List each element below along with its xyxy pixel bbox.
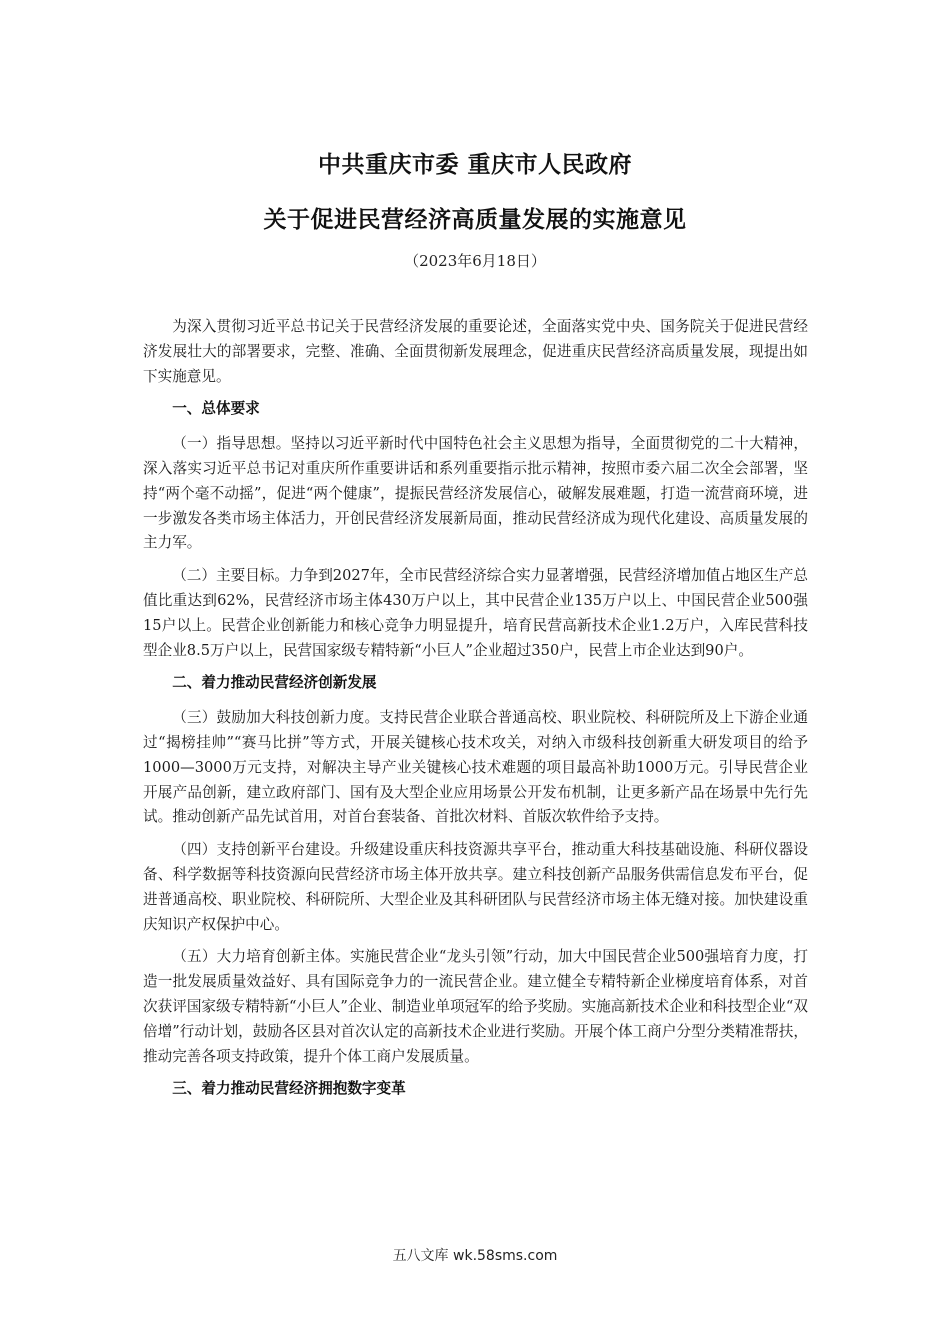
- paragraph-innovation-platform: （四）支持创新平台建设。升级建设重庆科技资源共享平台，推动重大科技基础设施、科研仪器设备、科学数据等科技资源向民营经济市场主体开放共享。建立科技创新产品服务供需信息发布平台，促进普通高校、职业院校、科研院所、大型企业及其科研团队与民营经济市场主体无缝对接。加快建设重庆知识产权保护中心。: [143, 841, 808, 933]
- document-title-subject: 关于促进民营经济高质量发展的实施意见: [263, 207, 687, 233]
- paragraph-innovation-entities: （五）大力培育创新主体。实施民营企业“龙头引领”行动，加大中国民营企业500强培育力度，打造一批发展质量效益好、具有国际竞争力的一流民营企业。建立健全专精特新企业梯度培育体系，对首次获评国家级专精特新“小巨人”企业、制造业单项冠军的给予奖励。实施高新技术企业和科技型企业“双倍增”行动计划，鼓励各区县对首次认定的高新技术企业进行奖励。开展个体工商户分型分类精准帮扶，推动完善各项支持政策，提升个体工商户发展质量。: [143, 948, 808, 1065]
- document-title-issuer: 中共重庆市委 重庆市人民政府: [317, 152, 632, 178]
- paragraph-main-goals: （二）主要目标。力争到2027年，全市民营经济综合实力显著增强，民营经济增加值占地区生产总值比重达到62%，民营经济市场主体430万户以上，其中民营企业135万户以上、中国民营企业500强15户以上。民营企业创新能力和核心竞争力明显提升，培育民营高新技术企业1.2万户，入库民营科技型企业8.5万户以上，民营国家级专精特新“小巨人”企业超过350户，民营上市企业达到90户。: [143, 567, 808, 659]
- section-heading-1: 一、总体要求: [172, 400, 260, 418]
- paragraph-guiding-ideology: （一）指导思想。坚持以习近平新时代中国特色社会主义思想为指导，全面贯彻党的二十大精神，深入落实习近平总书记对重庆所作重要讲话和系列重要指示批示精神，按照市委六届二次全会部署，坚持“两个毫不动摇”，促进“两个健康”，提振民营经济发展信心，破解发展难题，打造一流营商环境，进一步激发各类市场主体活力，开创民营经济发展新局面，推动民营经济成为现代化建设、高质量发展的主力军。: [143, 435, 808, 552]
- section-heading-3: 三、着力推动民营经济拥抱数字变革: [172, 1080, 406, 1098]
- document-date: （2023年6月18日）: [404, 252, 546, 270]
- section-heading-2: 二、着力推动民营经济创新发展: [172, 674, 377, 692]
- footer-watermark-text: 五八文库 wk.58sms.com: [392, 1248, 558, 1264]
- document-body: [143, 315, 808, 1112]
- paragraph-tech-innovation: （三）鼓励加大科技创新力度。支持民营企业联合普通高校、职业院校、科研院所及上下游企业通过“揭榜挂帅”“赛马比拼”等方式，开展关键核心技术攻关，对纳入市级科技创新重大研发项目的给予1000—3000万元支持，对解决主导产业关键核心技术难题的项目最高补助1000万元。引导民营企业开展产品创新，建立政府部门、国有及大型企业应用场景公开发布机制，让更多新产品在场景中先行先试。推动创新产品先试首用，对首台套装备、首批次材料、首版次软件给予支持。: [143, 709, 808, 826]
- intro-paragraph: 为深入贯彻习近平总书记关于民营经济发展的重要论述，全面落实党中央、国务院关于促进民营经济发展壮大的部署要求，完整、准确、全面贯彻新发展理念，促进重庆民营经济高质量发展，现提出如下实施意见。: [143, 318, 808, 385]
